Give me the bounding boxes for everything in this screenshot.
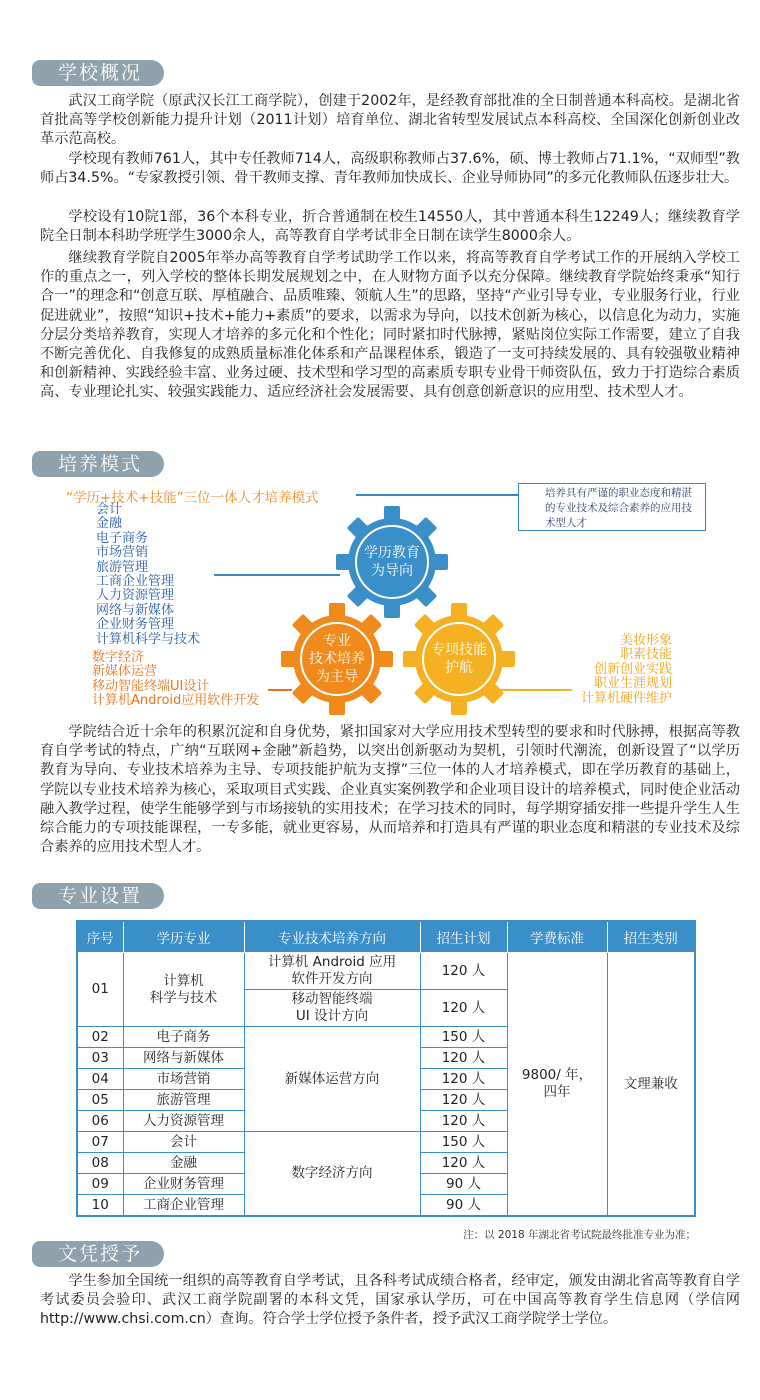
list-item: 人力资源管理: [96, 588, 175, 604]
section-tag-diploma: 文凭授予: [40, 1241, 164, 1267]
plan-cell: 90 人: [420, 1195, 507, 1217]
row-number: 09: [77, 1174, 123, 1195]
overview-paragraph-4: 继续教育学院自2005年举办高等教育自学考试助学工作以来，将高等教育自学考试工作的开展纳入学校工作的重点之一，列入学校的整体长期发展规划之中，在人财物方面予以充分保障。继续教育学院始终秉承“知行合一”的理念和“创意互联、厚植融合、品质唯臻、领航人生”的思路，坚持“产业引导专业，专业服务行业，行业促进就业”，按照“知识+技术+能力+素质”的要求，以需求为导向，以技术创新为核心，以信息化为动力，实施分层分类培养教育，实现人才培养的多元化和个性化；同时紧扣时代脉搏，紧贴岗位实际工作需要，建立了自我不断完善优化、自我修复的成熟质量标准化体系和产品课程体系，锻造了一支可持续发展的、具有较强敬业精神和创新精神、实践经验丰富、业务过硬、技术型和学习型的高素质专职专业骨干师资队伍，致力于打造综合素质高、专业理论扎实、较强实践能力、适应经济社会发展需要、具有创意创新意识的应用型、技术型人才。: [40, 250, 740, 401]
list-item: 创新创业实践: [593, 661, 672, 677]
section-tag-training: 培养模式: [40, 451, 164, 477]
table-header-row: [77, 921, 695, 953]
plan-cell: 120 人: [420, 1069, 507, 1090]
training-paragraph: 学院结合近十余年的积累沉淀和自身优势，紧扣国家对大学应用技术型转型的要求和时代脉搏，根据高等教育自学考试的特点，广纳“互联网+金融”新趋势，以突出创新驱动为契机，引领时代潮流，创新设置了“以学历教育为导向、专业技术培养为主导、专项技能护航为支撑”三位一体的人才培养模式，即在学历教育的基础上，学院以专业技术培养为核心，采取项目式实践、企业真实案例教学和企业项目设计的培养模式，同时使企业活动融入教学过程，使学生能够学到与市场接轨的实用技术；在学习技术的同时，每学期穿插安排一些提升学生人生综合能力的专项技能课程，一专多能，就业更容易，从而培养和打造具有严谨的职业态度和精湛的专业技术及综合素养的应用技术型人才。: [40, 724, 740, 856]
list-item: 会计: [96, 502, 123, 517]
column-header: 学费标准: [507, 921, 607, 953]
list-item: 旅游管理: [96, 559, 149, 575]
gear-label-line: 为主导: [316, 669, 358, 685]
major-name: 电子商务: [123, 1027, 244, 1048]
list-item: 工商企业管理: [96, 574, 175, 590]
column-header: 招生类别: [607, 921, 695, 953]
plan-cell: 120 人: [420, 1048, 507, 1069]
plan-cell: 120 人: [420, 1090, 507, 1111]
training-goal-callout: 培养具有严谨的职业态度和精湛的专业技术及综合素养的应用技术型人才: [518, 483, 706, 531]
list-item: 计算机Android应用软件开发: [92, 693, 260, 709]
diploma-paragraph: 学生参加全国统一组织的高等教育自学考试，且各科考试成绩合格者，经审定，颁发由湖北省高等教育自学考试委员会验印、武汉工商学院副署的本科文凭，国家承认学历，可在中国高等教育学生信息网（学信网 http://www.chsi.com.cn）查询。符合学士学位授予条件者，授予武汉工商学院学士学位。: [40, 1273, 740, 1328]
column-header: 专业技术培养方向: [244, 921, 420, 953]
list-item: 新媒体运营: [92, 664, 158, 680]
major-name: 企业财务管理: [123, 1174, 244, 1195]
row-number: 02: [77, 1027, 123, 1048]
row-number: 03: [77, 1048, 123, 1069]
column-header: 序号: [77, 921, 123, 953]
overview-paragraph-2: 学校现有教师761人，其中专任教师714人，高级职称教师占37.6%，硕、博士教师占71.1%，“双师型”教师占34.5%。“专家教授引领、骨干教师支撑、青年教师加快成长、企业导师协同”的多元化教师队伍逐步壮大。: [40, 151, 740, 187]
gear-label-line: 专业: [323, 633, 351, 649]
gear-diagram: [0, 495, 760, 720]
gear-label-line: 护航: [445, 660, 473, 676]
major-name: 人力资源管理: [123, 1111, 244, 1132]
table-note: 注：以 2018 年湖北省考试院最终批准专业为准；: [463, 1229, 696, 1241]
row-number: 05: [77, 1090, 123, 1111]
list-item: 移动智能终端UI设计: [92, 678, 210, 694]
row-number: 01: [77, 953, 123, 1027]
section-tag-overview: 学校概况: [40, 60, 164, 86]
tuition-cell: 9800/ 年， 四年: [507, 953, 607, 1217]
plan-cell: 120 人: [420, 1111, 507, 1132]
gear-label-line: 学历教育: [364, 545, 420, 561]
direction-cell: 新媒体运营方向: [244, 1027, 420, 1132]
gear-label-line: 技术培养: [309, 651, 365, 667]
training-model-title: “学历+技术+技能”三位一体人才培养模式: [66, 490, 319, 506]
majors-table: [76, 920, 696, 1217]
table-row: [77, 953, 695, 990]
plan-cell: 120 人: [420, 990, 507, 1027]
plan-cell: 150 人: [420, 1027, 507, 1048]
major-name: 计算机 科学与技术: [123, 953, 244, 1027]
list-item: 计算机硬件维护: [580, 690, 672, 706]
direction-cell: 移动智能终端 UI 设计方向: [244, 990, 420, 1027]
list-item: 网络与新媒体: [96, 602, 175, 618]
list-item: 职素技能: [619, 647, 672, 663]
list-item: 职业生涯规划: [593, 676, 672, 692]
plan-cell: 150 人: [420, 1132, 507, 1153]
section-tag-majors: 专业设置: [40, 883, 164, 909]
list-item: 市场营销: [96, 545, 149, 561]
row-number: 08: [77, 1153, 123, 1174]
overview-paragraph-3: 学校设有10院1部，36个本科专业，折合普通制在校生14550人，其中普通本科生12249人；继续教育学院全日制本科助学班学生3000余人，高等教育自学考试非全日制在读学生8000余人。: [40, 209, 740, 245]
row-number: 06: [77, 1111, 123, 1132]
major-name: 工商企业管理: [123, 1195, 244, 1217]
column-header: 招生计划: [420, 921, 507, 953]
overview-paragraph-1: 武汉工商学院（原武汉长江工商学院），创建于2002年，是经教育部批准的全日制普通本科高校。是湖北省首批高等学校创新能力提升计划（2011计划）培育单位、湖北省转型发展试点本科高校、全国深化创新创业改革示范高校。: [40, 93, 740, 148]
major-name: 旅游管理: [123, 1090, 244, 1111]
row-number: 07: [77, 1132, 123, 1153]
column-header: 学历专业: [123, 921, 244, 953]
major-name: 市场营销: [123, 1069, 244, 1090]
plan-cell: 90 人: [420, 1174, 507, 1195]
list-item: 金融: [96, 516, 123, 532]
list-item: 数字经济: [92, 650, 145, 665]
plan-cell: 120 人: [420, 953, 507, 990]
major-name: 会计: [123, 1132, 244, 1153]
list-item: 计算机科学与技术: [96, 631, 201, 647]
technical-gear-label: [297, 632, 377, 686]
row-number: 10: [77, 1195, 123, 1217]
gear-label-line: 专项技能: [431, 642, 487, 658]
list-item: 美妆形象: [619, 633, 672, 648]
list-item: 企业财务管理: [96, 617, 175, 633]
plan-cell: 120 人: [420, 1153, 507, 1174]
direction-cell: 计算机 Android 应用 软件开发方向: [244, 953, 420, 990]
row-number: 04: [77, 1069, 123, 1090]
skill-gear-label: [419, 641, 499, 677]
direction-cell: 数字经济方向: [244, 1132, 420, 1217]
gear-label-line: 为导向: [371, 563, 413, 579]
list-item: 电子商务: [96, 530, 149, 546]
major-name: 金融: [123, 1153, 244, 1174]
category-cell: 文理兼收: [607, 953, 695, 1217]
major-name: 网络与新媒体: [123, 1048, 244, 1069]
academic-gear-label: [352, 544, 432, 580]
